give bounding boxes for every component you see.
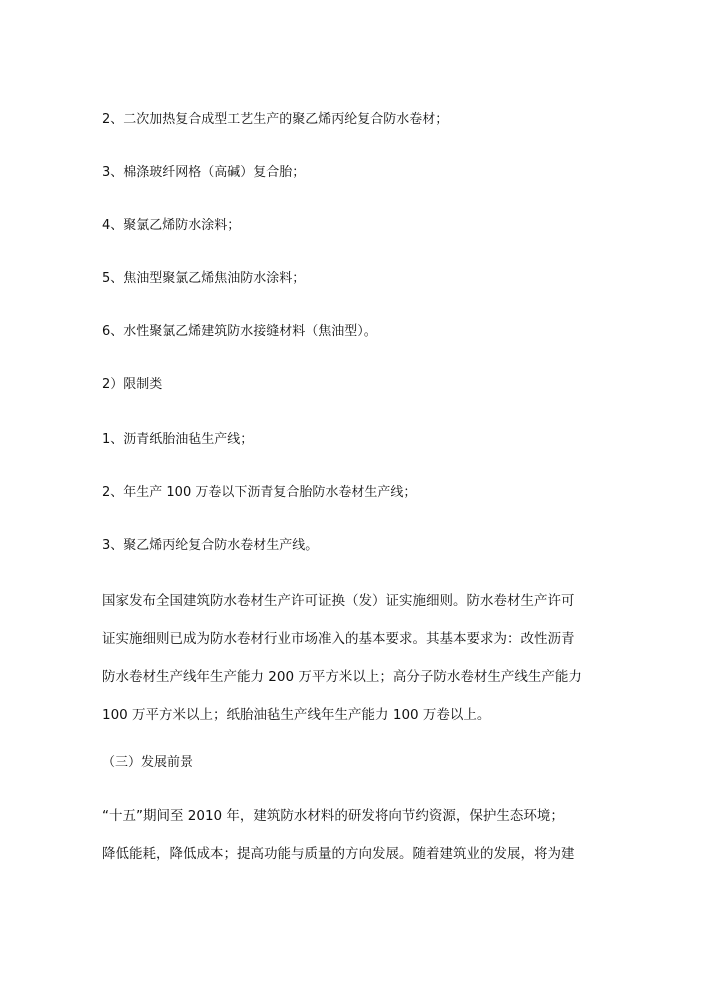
paragraph-line: 证实施细则已成为防水卷材行业市场准入的基本要求。其基本要求为：改性沥青 [102,631,575,647]
paragraph-line: 降低能耗，降低成本；提高功能与质量的方向发展。随着建筑业的发展，将为建 [102,846,575,862]
prospects-paragraph [102,808,602,862]
paragraph-line: 防水卷材生产线年生产能力 200 万平方米以上；高分子防水卷材生产线生产能力 [102,669,582,685]
list-item: 3、棉涤玻纤网格（高碱）复合胎； [102,165,306,180]
paragraph-line: 国家发布全国建筑防水卷材生产许可证换（发）证实施细则。防水卷材生产许可 [102,593,575,609]
list-item: 2、年生产 100 万卷以下沥青复合胎防水卷材生产线； [102,485,417,500]
list-item: 5、焦油型聚氯乙烯焦油防水涂料； [102,271,306,286]
section-heading: （三）发展前景 [102,755,194,770]
paragraph-line: 100 万平方米以上；纸胎油毡生产线年生产能力 100 万卷以上。 [102,707,491,723]
list-item: 2、二次加热复合成型工艺生产的聚乙烯丙纶复合防水卷材； [102,112,449,127]
list-item: 4、聚氯乙烯防水涂料； [102,218,241,233]
list-item: 3、聚乙烯丙纶复合防水卷材生产线。 [102,538,319,553]
paragraph-line: “十五”期间至 2010 年，建筑防水材料的研发将向节约资源，保护生态环境； [102,808,564,824]
list-item: 1、沥青纸胎油毡生产线； [102,432,254,447]
section-subheading: 2）限制类 [102,377,163,392]
license-paragraph [102,593,602,723]
list-item: 6、水性聚氯乙烯建筑防水接缝材料（焦油型）。 [102,324,377,339]
